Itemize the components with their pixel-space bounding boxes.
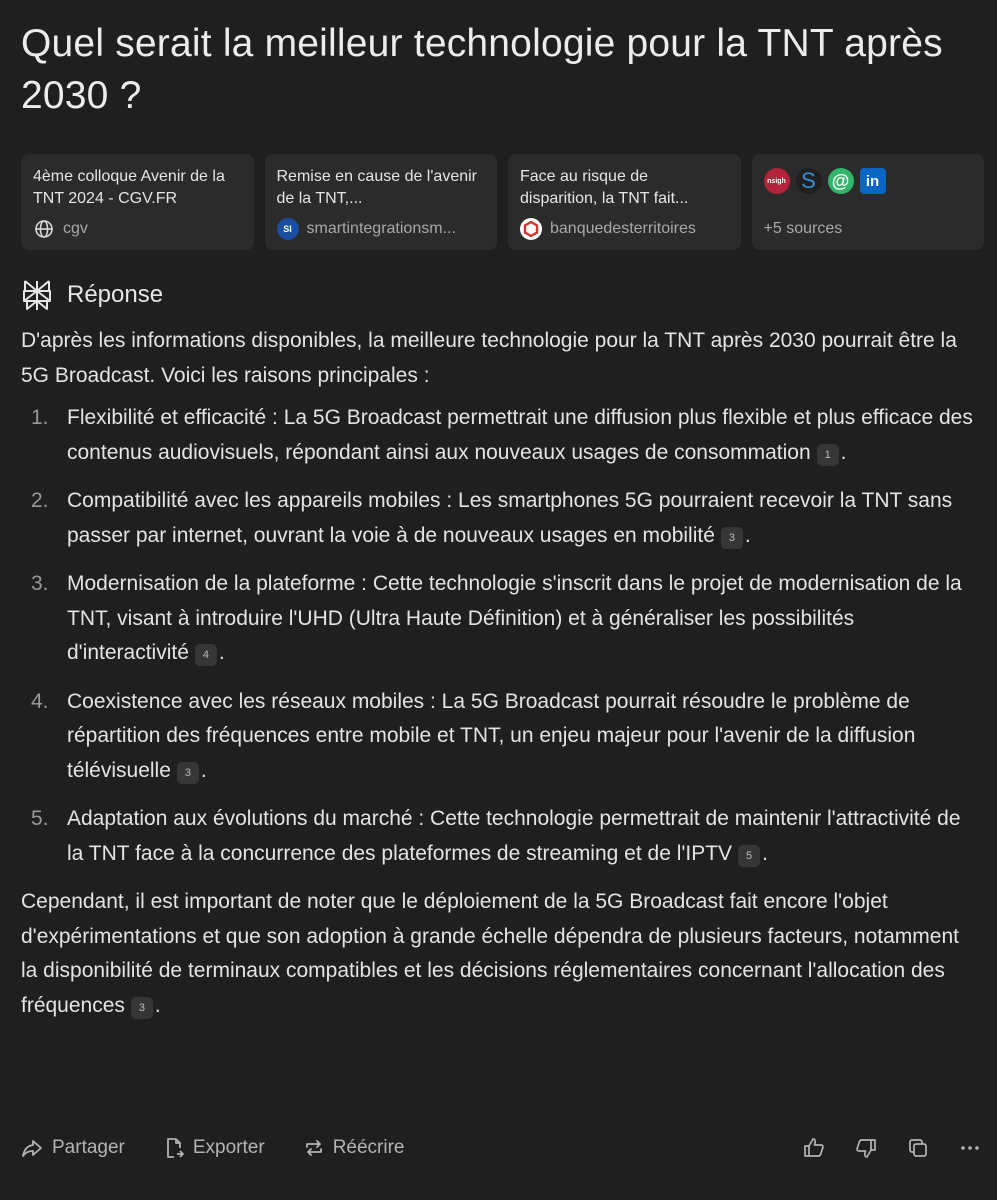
- answer-conclusion: [21, 885, 981, 1023]
- insight-favicon: nsigh: [764, 168, 790, 194]
- source-card-cgv[interactable]: [21, 154, 254, 250]
- list-number: 5.: [31, 807, 49, 830]
- source-site: smartintegrationsm...: [306, 220, 456, 237]
- source-site: cgv: [63, 220, 88, 237]
- question-title: Quel serait la meilleur technologie pour la TNT après 2030 ?: [21, 22, 943, 117]
- answer-list: [21, 401, 981, 871]
- list-item: [21, 685, 981, 789]
- source-title: 4ème colloque Avenir de la TNT 2024 - CGV.FR: [33, 168, 225, 207]
- linkedin-favicon: in: [860, 168, 886, 194]
- list-item-text: Flexibilité et efficacité : La 5G Broadcast permettrait une diffusion plus flexible et plus efficace des contenus audiovisuels, répondant ainsi aux nouveaux usages de consommation: [67, 406, 973, 464]
- conclusion-end: .: [154, 993, 161, 1017]
- answer-heading: [21, 278, 163, 312]
- more-sources-label: +5 sources: [763, 220, 843, 237]
- feedback-actions: [803, 1137, 981, 1159]
- list-item-end: .: [762, 841, 768, 865]
- conclusion-text: Cependant, il est important de noter que le déploiement de la 5G Broadcast fait encore l'objet d'expérimentations et que son adoption à grande échelle dépendra de plusieurs facteurs, notamment la disponibilité de terminaux compatibles et les décisions réglementaires concernant l'allocation des fréquences: [21, 890, 959, 1017]
- citation-badge[interactable]: 1: [817, 444, 839, 466]
- citation-badge[interactable]: 3: [131, 997, 153, 1019]
- perplexity-logo-icon: [21, 278, 53, 312]
- list-item-text: Modernisation de la plateforme : Cette technologie s'inscrit dans le projet de modernisation de la TNT, visant à introduire l'UHD (Ultra Haute Définition) et à généraliser les possibilités d'interactivité: [67, 572, 962, 664]
- source-meta: [33, 218, 244, 240]
- list-item: [21, 484, 981, 553]
- more-sources-favicons: [764, 168, 973, 194]
- citation-badge[interactable]: 4: [195, 644, 217, 666]
- list-item-end: .: [218, 641, 225, 664]
- copy-icon[interactable]: [907, 1137, 929, 1159]
- export-button[interactable]: [164, 1137, 265, 1159]
- rewrite-icon: [304, 1138, 324, 1158]
- citation-badge[interactable]: 3: [721, 527, 743, 549]
- share-button[interactable]: [21, 1137, 125, 1159]
- citation-badge[interactable]: 5: [738, 845, 760, 867]
- globe-icon: [33, 218, 55, 240]
- thumbs-up-icon[interactable]: [803, 1137, 825, 1159]
- source-title: Remise en cause de l'avenir de la TNT,...: [276, 168, 477, 207]
- source-title: Face au risque de disparition, la TNT fait...: [520, 168, 689, 207]
- export-label: Exporter: [192, 1137, 265, 1158]
- source-card-smartintegration[interactable]: [265, 154, 498, 250]
- rewrite-button[interactable]: [304, 1137, 405, 1159]
- list-item: [21, 401, 981, 470]
- at-favicon: @: [828, 168, 854, 194]
- source-meta: [520, 218, 731, 240]
- list-item-text: Coexistence avec les réseaux mobiles : La 5G Broadcast pourrait résoudre le problème de répartition des fréquences entre mobile et TNT, un enjeu majeur pour l'avenir de la diffusion télévisuelle: [67, 689, 916, 782]
- list-number: 4.: [31, 689, 49, 713]
- list-number: 1.: [31, 406, 49, 429]
- list-item-end: .: [840, 440, 847, 464]
- source-site: banquedesterritoires: [550, 220, 696, 237]
- list-item-end: .: [200, 758, 207, 782]
- source-card-banquedesterritoires[interactable]: [508, 154, 741, 250]
- answer-intro: D'après les informations disponibles, la meilleure technologie pour la TNT après 2030 pourrait être la 5G Broadcast. Voici les raisons principales :: [21, 329, 957, 387]
- source-meta: [277, 218, 488, 240]
- thumbs-down-icon[interactable]: [855, 1137, 877, 1159]
- banquedesterritoires-favicon: [520, 218, 542, 240]
- more-sources-card[interactable]: [752, 154, 985, 250]
- more-icon[interactable]: [959, 1137, 981, 1159]
- answer-body: [21, 324, 981, 1023]
- list-item-end: .: [744, 523, 751, 547]
- list-number: 3.: [31, 572, 49, 595]
- answer-actions-bar: [21, 1128, 981, 1168]
- list-item: [21, 567, 981, 671]
- answer-heading-label: Réponse: [67, 281, 164, 308]
- list-item: [21, 802, 981, 871]
- list-number: 2.: [31, 489, 49, 512]
- share-icon: [21, 1138, 43, 1158]
- rewrite-label: Réécrire: [332, 1137, 405, 1158]
- export-icon: [164, 1137, 184, 1159]
- share-label: Partager: [52, 1137, 125, 1158]
- smartintegration-favicon: SI: [277, 218, 299, 240]
- citation-badge[interactable]: 3: [177, 762, 199, 784]
- sources-row: [21, 154, 984, 250]
- list-item-text: Adaptation aux évolutions du marché : Cette technologie permettrait de maintenir l'attractivité de la TNT face à la concurrence des plateformes de streaming et de l'IPTV: [67, 807, 961, 865]
- list-item-text: Compatibilité avec les appareils mobiles : Les smartphones 5G pourraient recevoir la TNT sans passer par internet, ouvrant la voie à de nouveaux usages en mobilité: [67, 489, 953, 547]
- s-favicon: S: [796, 168, 822, 194]
